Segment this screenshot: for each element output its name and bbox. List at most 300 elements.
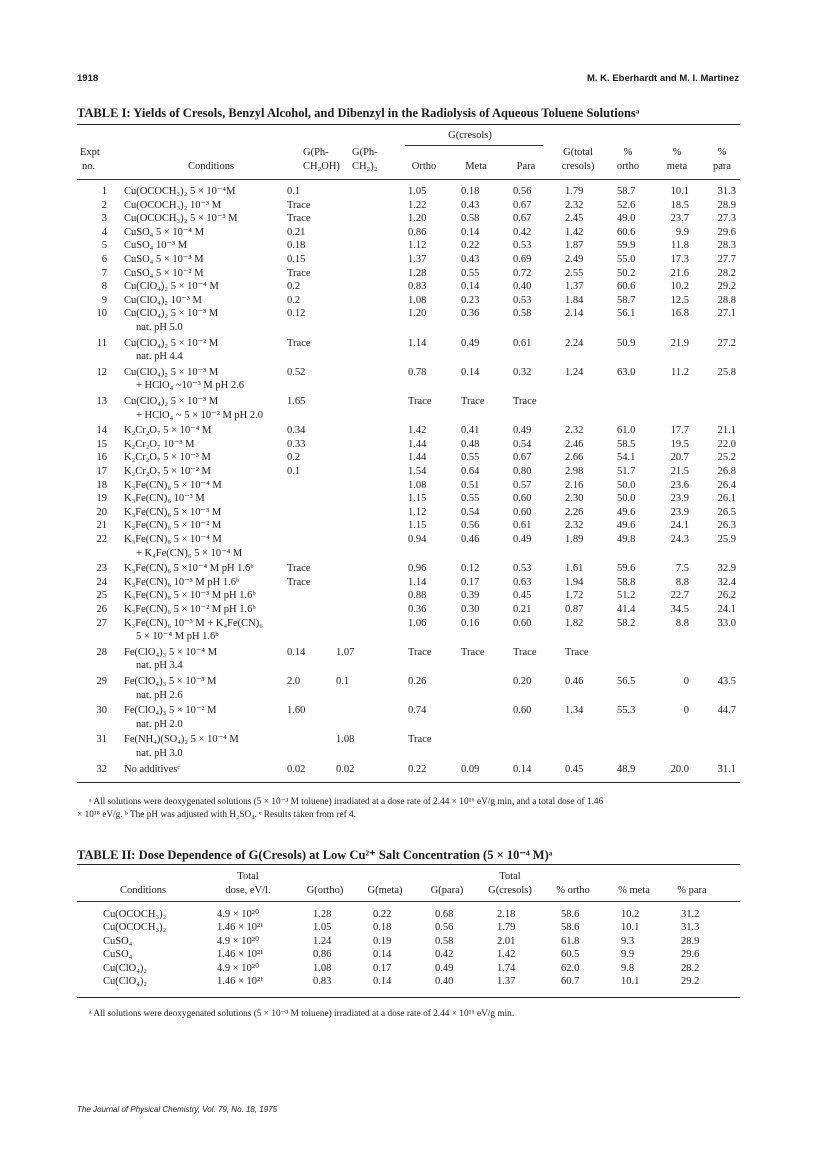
t1-cell-para: 0.60 <box>513 506 532 518</box>
t1-cell-total: 0.46 <box>565 676 584 687</box>
t1-cell-gph-ch2oh: 1.65 <box>287 396 306 407</box>
t2-cell-pct-para: 31.2 <box>681 909 700 920</box>
t1-cell-pct-ortho: 50.9 <box>617 337 636 349</box>
t1-cell-pct-para: 29.2 <box>717 281 736 293</box>
t1-cell-meta: 0.55 <box>461 493 480 505</box>
t1-cell-para: 0.49 <box>513 534 532 545</box>
t1-footnote-line: ᵃ All solutions were deoxygenated solutions (5 × 10⁻³ M toluene) irradiated at a dose rate of 2.44 × 10¹⁶ eV/g min, and a total dose of 1.46 <box>89 797 604 807</box>
t1-cell-pct-para: 26.4 <box>717 479 736 491</box>
t1-row-no: 22 <box>96 534 107 545</box>
t1-row-condition: Cu(OCOCH₃)₂ 5 × 10⁻⁴M <box>124 186 236 197</box>
t2-cell-pct-para: 29.2 <box>681 976 700 987</box>
t1-cell-pct-meta: 34.5 <box>670 604 689 615</box>
t1-row-no: 16 <box>96 452 107 464</box>
t1-cell-pct-ortho: 56.5 <box>617 676 636 687</box>
t1-cell-para: Trace <box>513 646 537 658</box>
t1-cell-para: 0.58 <box>513 308 532 320</box>
t2-header-gmeta: G(meta) <box>367 885 403 896</box>
t2-cell-dose: 1.46 × 10²¹ <box>217 976 264 987</box>
t1-row-condition: Fe(ClO₄)₃ 5 × 10⁻² M <box>124 705 217 717</box>
t1-row-condition: No additivesᶜ <box>124 763 181 775</box>
t1-cell-pct-ortho: 58.2 <box>617 617 636 629</box>
table2-top-rule <box>77 864 740 865</box>
t1-cell-pct-ortho: 58.7 <box>617 294 636 306</box>
t1-cell-meta: 0.09 <box>461 763 480 775</box>
t1-cell-pct-ortho: 59.6 <box>617 563 636 575</box>
t1-cell-total: 1.89 <box>565 534 584 545</box>
t1-cell-ortho: 0.78 <box>408 366 427 378</box>
t2-cell-dose: 1.46 × 10²¹ <box>217 949 264 961</box>
t1-cell-gph-ch2oh: 1.60 <box>287 705 306 717</box>
t1-cell-para: 0.32 <box>513 366 532 378</box>
t1-header-rule <box>77 179 740 180</box>
t1-cell-pct-para: 28.9 <box>717 199 736 211</box>
t1-cell-pct-meta: 21.6 <box>670 267 689 279</box>
t1-cell-gph-ch2oh: Trace <box>287 576 311 588</box>
t1-cell-pct-meta: 20.0 <box>670 763 689 775</box>
t2-cell-gortho: 1.08 <box>313 962 332 974</box>
t1-row-condition: Cu(ClO₄)₂ 5 × 10⁻³ M <box>124 396 219 407</box>
t1-cell-pct-para: 28.8 <box>717 294 736 306</box>
t1-cell-pct-ortho: 51.7 <box>617 466 636 477</box>
t1-row-condition: nat. pH 3.0 <box>136 748 183 759</box>
t2-cell-gcresols: 2.01 <box>497 935 516 947</box>
t2-cell-pct-para: 28.9 <box>681 935 700 947</box>
t1-cell-total: 2.16 <box>565 479 584 491</box>
t1-header-pct-meta-2: meta <box>666 161 688 172</box>
t1-cell-total: 2.32 <box>565 425 584 437</box>
t2-cell-gpara: 0.56 <box>435 922 454 934</box>
t1-cell-ortho: 1.14 <box>408 576 427 588</box>
t1-cell-ortho: 0.86 <box>408 226 427 238</box>
t1-cell-ortho: 0.74 <box>408 705 427 717</box>
t1-cell-meta: 0.58 <box>461 213 480 225</box>
t1-cell-pct-ortho: 61.0 <box>617 425 636 437</box>
t1-row-condition: K₃Fe(CN)₆ 5 × 10⁻⁴ M <box>124 534 222 545</box>
t1-cell-meta: 0.51 <box>461 479 480 491</box>
t1-cell-ortho: 0.36 <box>408 604 427 615</box>
t1-row-condition: K₃Fe(CN)₆ 5 × 10⁻³ M pH 1.6ᵇ <box>124 590 256 602</box>
t1-row-condition: Cu(ClO₄)₂ 5 × 10⁻³ M <box>124 366 219 378</box>
t1-cell-pct-meta: 17.3 <box>670 254 689 265</box>
t1-cell-total: 1.82 <box>565 617 584 629</box>
t1-cell-para: 0.54 <box>513 438 532 450</box>
t1-cell-meta: 0.64 <box>461 466 480 477</box>
t1-cell-ortho: 1.54 <box>408 466 427 477</box>
t1-row-no: 29 <box>96 676 107 687</box>
t1-cell-pct-ortho: 60.6 <box>617 281 636 293</box>
t1-cell-para: 0.67 <box>513 199 532 211</box>
t1-cell-total: 2.49 <box>565 254 584 265</box>
t1-cell-meta: 0.14 <box>461 366 480 378</box>
t1-cell-gph-ch2-2: 1.07 <box>336 646 355 658</box>
t1-row-no: 3 <box>101 213 107 225</box>
t1-cell-pct-meta: 20.7 <box>670 452 689 464</box>
t2-cell-pct-ortho: 60.5 <box>561 949 580 961</box>
t1-row-condition: Fe(ClO₄)₃ 5 × 10⁻³ M <box>124 676 217 687</box>
t1-cell-para: 0.21 <box>513 604 532 615</box>
t2-cell-pct-meta: 10.1 <box>621 922 640 934</box>
t1-cell-pct-para: 32.4 <box>717 576 736 588</box>
t1-cell-pct-para: 26.8 <box>717 466 736 477</box>
t2-cell-gpara: 0.40 <box>435 976 454 987</box>
t1-cell-para: 0.56 <box>513 186 532 197</box>
t1-cell-para: 0.42 <box>513 226 532 238</box>
t1-cell-para: 0.53 <box>513 240 532 252</box>
t1-cell-pct-para: 26.2 <box>717 590 736 602</box>
t1-cell-total: 0.45 <box>565 763 584 775</box>
t2-cell-pct-para: 28.2 <box>681 962 700 974</box>
t1-cell-ortho: 1.06 <box>408 617 427 629</box>
t1-header-gph-ch2oh-2: CH₂OH) <box>303 161 340 172</box>
t1-cell-pct-para: 28.3 <box>717 240 736 252</box>
t1-cell-para: 0.80 <box>513 466 532 477</box>
t2-cell-pct-para: 29.6 <box>681 949 700 961</box>
t2-cell-gpara: 0.68 <box>435 909 454 920</box>
t2-header-pct-ortho: % ortho <box>556 885 590 896</box>
t1-header-pct-meta: % <box>672 147 682 158</box>
t1-row-condition: K₃Fe(CN)₆ 10⁻³ M <box>124 493 205 505</box>
t1-header-para: Para <box>516 161 536 172</box>
t1-cell-meta: 0.54 <box>461 506 480 518</box>
t1-cell-pct-meta: 23.9 <box>670 506 689 518</box>
t1-cell-pct-meta: 0 <box>683 705 689 717</box>
t2-header-gpara: G(para) <box>430 885 464 896</box>
t1-row-condition: K₃Fe(CN)₆ 10⁻³ M pH 1.6ᵇ <box>124 576 240 588</box>
t1-cell-pct-meta: 17.7 <box>670 425 689 437</box>
t1-row-no: 6 <box>101 254 107 265</box>
t1-cell-para: 0.57 <box>513 479 532 491</box>
t1-row-no: 8 <box>101 281 107 293</box>
t1-cell-ortho: 1.28 <box>408 267 427 279</box>
t1-cell-meta: 0.48 <box>461 438 480 450</box>
t1-cell-meta: 0.23 <box>461 294 480 306</box>
t1-cell-ortho: 1.22 <box>408 199 427 211</box>
t1-cell-total: 1.79 <box>565 186 584 197</box>
t1-cell-gph-ch2oh: 0.12 <box>287 308 306 320</box>
t2-header-gcresols: Total <box>499 871 521 882</box>
t1-header-gph-ch2oh: G(Ph- <box>303 147 329 158</box>
t1-cell-pct-para: 28.2 <box>717 267 736 279</box>
t1-cell-ortho: 0.94 <box>408 534 427 545</box>
t1-row-no: 9 <box>101 294 107 306</box>
t1-cell-total: 2.46 <box>565 438 584 450</box>
t1-row-no: 1 <box>101 186 107 197</box>
t1-cell-pct-meta: 16.8 <box>670 308 689 320</box>
t1-cell-pct-ortho: 51.2 <box>617 590 636 602</box>
t1-cell-ortho: 1.37 <box>408 254 427 265</box>
t1-cell-meta: 0.22 <box>461 240 480 252</box>
t1-cell-meta: 0.41 <box>461 425 480 437</box>
t1-row-no: 12 <box>96 366 107 378</box>
t1-group-rule <box>405 145 543 146</box>
t2-cell-pct-meta: 10.1 <box>621 976 640 987</box>
t1-cell-pct-ortho: 41.4 <box>617 604 636 615</box>
t1-row-no: 19 <box>96 493 107 505</box>
t1-cell-ortho: 1.20 <box>408 308 427 320</box>
t2-cell-pct-ortho: 58.6 <box>561 909 580 920</box>
t2-cell-gcresols: 1.79 <box>497 922 516 934</box>
t1-row-condition: Fe(NH₄)(SO₄)₂ 5 × 10⁻⁴ M <box>124 734 239 746</box>
t1-row-no: 5 <box>101 240 107 252</box>
t2-header-dose: Total <box>237 871 259 882</box>
t1-cell-pct-ortho: 55.0 <box>617 254 636 265</box>
t1-cell-total: 1.84 <box>565 294 584 306</box>
t1-cell-meta: 0.56 <box>461 520 480 532</box>
t1-cell-gph-ch2oh: 0.1 <box>287 186 301 197</box>
t1-row-condition: Cu(OCOCH₃)₂ 5 × 10⁻³ M <box>124 213 238 225</box>
t1-cell-total: 1.61 <box>565 563 584 575</box>
t1-cell-pct-ortho: 50.0 <box>617 493 636 505</box>
t1-header-meta: Meta <box>465 161 487 172</box>
t1-cell-ortho: 1.20 <box>408 213 427 225</box>
t1-cell-pct-meta: 21.5 <box>670 466 689 477</box>
t1-cell-gph-ch2-2: 1.08 <box>336 734 355 746</box>
t1-cell-pct-para: 21.1 <box>717 425 736 437</box>
t1-cell-pct-meta: 11.2 <box>671 366 689 378</box>
t1-cell-gph-ch2oh: 0.21 <box>287 226 306 238</box>
t1-row-condition: K₃Fe(CN)₆ 5 × 10⁻² M pH 1.6ᵇ <box>124 604 256 615</box>
t1-cell-gph-ch2oh: 2.0 <box>287 676 301 687</box>
t2-cell-gmeta: 0.17 <box>373 962 392 974</box>
journal-footer: The Journal of Physical Chemistry, Vol. 79, No. 18, 1975 <box>77 1105 278 1114</box>
t1-cell-pct-ortho: 49.0 <box>617 213 636 225</box>
t1-cell-pct-meta: 0 <box>683 676 689 687</box>
t1-row-condition: K₃Fe(CN)₆ 5 × 10⁻² M <box>124 520 222 532</box>
t1-cell-total: 1.87 <box>565 240 584 252</box>
t1-row-no: 18 <box>96 479 107 491</box>
t2-cell-gcresols: 1.74 <box>497 962 516 974</box>
t1-cell-ortho: 0.26 <box>408 676 427 687</box>
t1-row-no: 15 <box>96 438 107 450</box>
t2-cell-pct-ortho: 58.6 <box>561 922 580 934</box>
t1-cell-pct-meta: 19.5 <box>670 438 689 450</box>
t1-row-condition: K₂Cr₂O₇ 5 × 10⁻³ M <box>124 452 211 464</box>
t1-cell-meta: 0.43 <box>461 254 480 265</box>
t1-row-condition: nat. pH 5.0 <box>136 322 183 333</box>
t1-cell-pct-meta: 10.1 <box>670 186 689 197</box>
t1-row-condition: nat. pH 4.4 <box>136 351 183 363</box>
t1-cell-meta: 0.14 <box>461 226 480 238</box>
t1-cell-pct-para: 25.8 <box>717 366 736 378</box>
t1-row-no: 26 <box>96 604 107 615</box>
t2-cell-pct-ortho: 61.8 <box>561 935 580 947</box>
t1-row-condition: Cu(ClO₄)₂ 5 × 10⁻² M <box>124 337 219 349</box>
t1-cell-meta: 0.30 <box>461 604 480 615</box>
t1-cell-meta: 0.36 <box>461 308 480 320</box>
t1-row-condition: nat. pH 2.0 <box>136 718 183 730</box>
t1-cell-para: Trace <box>513 396 537 407</box>
t1-row-condition: + HClO₄ ~ 5 × 10⁻² M pH 2.0 <box>136 409 264 421</box>
t2-cell-gortho: 0.83 <box>313 976 332 987</box>
t1-cell-para: 0.63 <box>513 576 532 588</box>
t1-cell-para: 0.67 <box>513 452 532 464</box>
t1-cell-gph-ch2-2: 0.1 <box>336 676 350 687</box>
t1-header-pct-para: % <box>717 147 727 158</box>
t1-footnote-line: × 10¹⁸ eV/g. ᵇ The pH was adjusted with H₂SO₄. ᶜ Results taken from ref 4. <box>77 810 356 820</box>
t1-row-condition: nat. pH 2.6 <box>136 689 183 701</box>
t1-cell-ortho: 0.96 <box>408 563 427 575</box>
t1-row-condition: Fe(ClO₄)₃ 5 × 10⁻⁴ M <box>124 646 218 658</box>
t1-cell-meta: 0.46 <box>461 534 480 545</box>
t1-row-condition: + K₄Fe(CN)₆ 5 × 10⁻⁴ M <box>136 547 243 559</box>
t1-row-no: 20 <box>96 506 107 518</box>
t1-row-condition: nat. pH 3.4 <box>136 660 183 672</box>
t1-cell-total: 2.14 <box>565 308 584 320</box>
t1-cell-meta: 0.18 <box>461 186 480 197</box>
t1-cell-pct-para: 26.3 <box>717 520 736 532</box>
t1-row-no: 13 <box>96 396 107 407</box>
t1-cell-gph-ch2oh: 0.15 <box>287 254 306 265</box>
t1-cell-pct-ortho: 55.3 <box>617 705 636 717</box>
t1-cell-pct-meta: 10.2 <box>670 281 689 293</box>
t1-cell-meta: 0.49 <box>461 337 480 349</box>
t1-cell-pct-ortho: 58.7 <box>617 186 636 197</box>
t1-cell-gph-ch2oh: Trace <box>287 213 311 225</box>
t1-cell-total: 1.42 <box>565 226 584 238</box>
t1-row-condition: K₂Cr₂O₇ 10⁻³ M <box>124 438 195 450</box>
t1-cell-total: 2.55 <box>565 267 584 279</box>
t1-cell-pct-meta: 24.3 <box>670 534 689 545</box>
table2-title: TABLE II: Dose Dependence of G(Cresols) at Low Cu²⁺ Salt Concentration (5 × 10⁻⁴ M)ᵃ <box>77 848 553 862</box>
t1-cell-total: 1.72 <box>565 590 584 602</box>
t2-cell-gmeta: 0.14 <box>373 949 392 961</box>
t1-cell-para: 0.53 <box>513 294 532 306</box>
t1-cell-total: 1.94 <box>565 576 584 588</box>
t1-cell-pct-ortho: 49.8 <box>617 534 636 545</box>
t1-row-condition: + HClO₄ ~10⁻³ M pH 2.6 <box>136 380 244 392</box>
t2-cell-gmeta: 0.19 <box>373 935 392 947</box>
t1-row-no: 28 <box>96 646 107 658</box>
t1-cell-para: 0.53 <box>513 563 532 575</box>
t1-header-gtotal: G(total <box>563 147 593 158</box>
t1-cell-total: 2.30 <box>565 493 584 505</box>
t1-row-condition: Cu(ClO₄)₂ 5 × 10⁻³ M <box>124 308 219 320</box>
t2-header-conditions: Conditions <box>119 885 167 896</box>
t1-cell-pct-para: 27.1 <box>717 308 736 320</box>
t2-cell-gortho: 1.28 <box>313 909 332 920</box>
t1-cell-pct-meta: 18.5 <box>670 199 689 211</box>
t1-cell-gph-ch2oh: 0.18 <box>287 240 306 252</box>
t1-row-no: 11 <box>96 337 107 349</box>
t1-cell-pct-meta: 24.1 <box>670 520 689 532</box>
t2-bottom-rule <box>77 997 740 998</box>
t2-header-rule <box>77 901 740 902</box>
t1-cell-ortho: 0.88 <box>408 590 427 602</box>
t1-cell-meta: Trace <box>461 646 485 658</box>
t2-cell-gpara: 0.58 <box>435 935 454 947</box>
t1-cell-pct-meta: 23.6 <box>670 479 689 491</box>
t2-cell-pct-ortho: 62.0 <box>561 962 580 974</box>
t1-cell-ortho: 1.44 <box>408 452 427 464</box>
t2-footnote: ᵃ All solutions were deoxygenated solutions (5 × 10⁻³ M toluene) irradiated at a dose rate of 2.44 × 10¹⁶ eV/g min. <box>89 1009 515 1019</box>
t1-cell-pct-meta: 12.5 <box>670 294 689 306</box>
t1-cell-ortho: 1.44 <box>408 438 427 450</box>
t1-row-condition: 5 × 10⁻⁴ M pH 1.6ᵇ <box>136 631 219 643</box>
t1-cell-pct-ortho: 60.6 <box>617 226 636 238</box>
t1-cell-para: 0.69 <box>513 254 532 265</box>
t1-row-no: 2 <box>101 199 107 211</box>
t1-row-no: 23 <box>96 563 107 575</box>
t1-cell-pct-para: 26.5 <box>717 506 736 518</box>
running-header <box>77 73 739 87</box>
t1-cell-pct-meta: 22.7 <box>670 590 689 602</box>
t1-cell-ortho: 1.14 <box>408 337 427 349</box>
t1-cell-pct-para: 27.3 <box>717 213 736 225</box>
t1-cell-pct-meta: 8.8 <box>675 576 689 588</box>
t1-cell-para: 0.45 <box>513 590 532 602</box>
t1-cell-meta: 0.55 <box>461 452 480 464</box>
t1-cell-pct-ortho: 49.6 <box>617 520 636 532</box>
t1-header-gtotal-2: cresols) <box>561 161 595 172</box>
t2-row-condition: CuSO₄ <box>103 949 133 961</box>
t1-header-pct-ortho-2: ortho <box>616 161 640 172</box>
t2-cell-dose: 4.9 × 10²⁰ <box>217 935 260 947</box>
t1-header-ortho: Ortho <box>411 161 437 172</box>
t1-header-gph-ch2-2b: CH₂)₂ <box>352 161 378 172</box>
t1-row-no: 30 <box>96 705 107 717</box>
t1-cell-total: 2.98 <box>565 466 584 477</box>
t1-row-condition: Cu(ClO₄)₂ 10⁻³ M <box>124 294 202 306</box>
t1-cell-total: 0.87 <box>565 604 584 615</box>
t1-header-pct-ortho: % <box>623 147 633 158</box>
t1-cell-pct-meta: 9.9 <box>675 226 689 238</box>
t1-cell-ortho: 1.42 <box>408 425 427 437</box>
t1-row-no: 24 <box>96 576 107 588</box>
t1-cell-total: 1.34 <box>565 705 584 717</box>
t1-cell-pct-ortho: 48.9 <box>617 763 636 775</box>
t2-cell-dose: 4.9 × 10²⁰ <box>217 909 260 920</box>
t1-cell-para: 0.40 <box>513 281 532 293</box>
t1-cell-ortho: 1.15 <box>408 493 427 505</box>
t1-row-condition: Cu(OCOCH₃)₂ 10⁻³ M <box>124 199 222 211</box>
t1-cell-pct-meta: 11.8 <box>671 240 689 252</box>
t1-cell-total: 2.66 <box>565 452 584 464</box>
t1-cell-pct-ortho: 58.8 <box>617 576 636 588</box>
t1-cell-pct-para: 32.9 <box>717 563 736 575</box>
t1-cell-gph-ch2oh: 0.1 <box>287 466 301 477</box>
t1-cell-pct-ortho: 52.6 <box>617 199 636 211</box>
t2-cell-pct-ortho: 60.7 <box>561 976 580 987</box>
t1-cell-gph-ch2oh: 0.2 <box>287 281 301 293</box>
t2-row-condition: Cu(OCOCH₃)₂ <box>103 909 167 920</box>
t1-cell-ortho: 0.22 <box>408 763 427 775</box>
t1-cell-ortho: 1.15 <box>408 520 427 532</box>
t1-cell-pct-para: 25.9 <box>717 534 736 545</box>
t1-cell-gph-ch2oh: Trace <box>287 337 311 349</box>
t1-cell-gph-ch2oh: 0.14 <box>287 646 306 658</box>
t2-cell-gmeta: 0.22 <box>373 909 392 920</box>
t1-cell-pct-para: 25.2 <box>717 452 736 464</box>
t1-cell-total: 2.32 <box>565 520 584 532</box>
t1-header-expt: Expt <box>80 147 100 158</box>
running-head-authors: M. K. Eberhardt and M. I. Martinez <box>586 73 739 84</box>
t1-row-no: 25 <box>96 590 107 602</box>
t1-cell-total: 2.26 <box>565 506 584 518</box>
page-number: 1918 <box>77 73 99 84</box>
t2-cell-gcresols: 1.37 <box>497 976 516 987</box>
t1-cell-pct-ortho: 59.9 <box>617 240 636 252</box>
t1-cell-meta: 0.55 <box>461 267 480 279</box>
t1-header-conditions: Conditions <box>187 161 235 172</box>
t1-row-condition: K₃Fe(CN)₆ 10⁻³ M + K₄Fe(CN)₆ <box>124 617 263 629</box>
t1-cell-gph-ch2oh: 0.34 <box>287 425 306 437</box>
table1-top-rule <box>77 124 740 125</box>
t1-cell-meta: 0.17 <box>461 576 480 588</box>
t1-cell-pct-para: 27.2 <box>717 337 736 349</box>
t2-cell-gortho: 0.86 <box>313 949 332 961</box>
t1-row-no: 17 <box>96 466 107 477</box>
